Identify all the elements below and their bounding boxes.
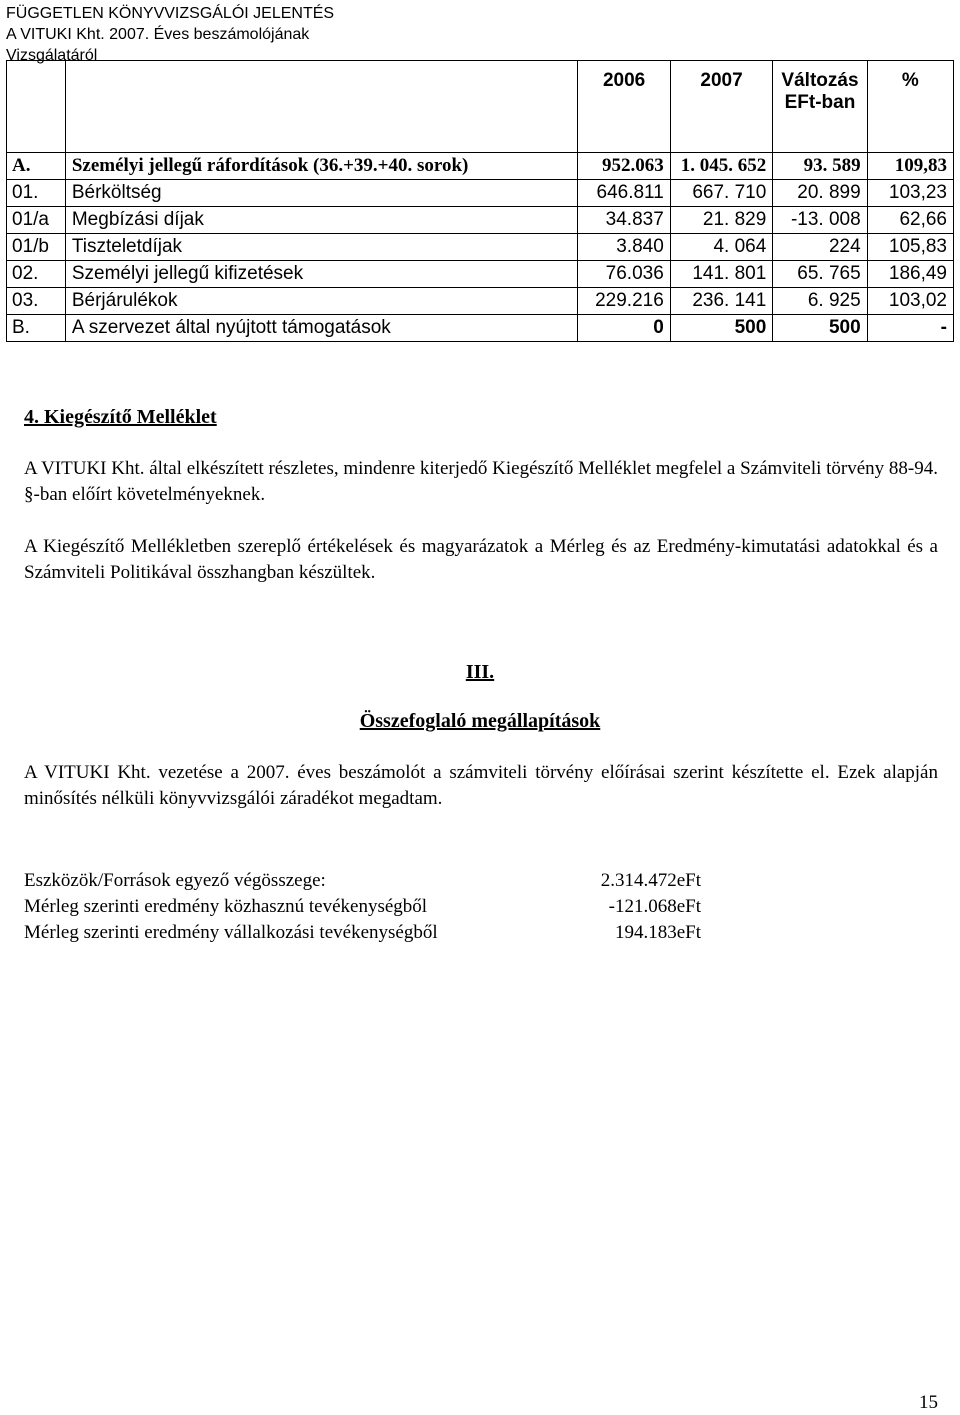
totals-row (24, 894, 701, 920)
table-row (7, 261, 954, 288)
row-2007: 500 (670, 315, 773, 342)
row-2006: 0 (578, 315, 670, 342)
row-name: Személyi jellegű ráfordítások (36.+39.+40. sorok) (65, 153, 578, 180)
row-percent: 103,02 (867, 288, 953, 315)
row-percent: 103,23 (867, 180, 953, 207)
table-row (7, 153, 954, 180)
col-percent: % (867, 61, 953, 153)
summary-paragraph: A VITUKI Kht. vezetése a 2007. éves beszámolót a számviteli törvény előírásai szerint készítette el. Ezek alapján minősítés nélküli könyvvizsgálói záradékot megadtam. (24, 762, 938, 809)
totals-value: -121.068eFt (608, 896, 701, 917)
row-2007: 21. 829 (670, 207, 773, 234)
section-title-supplement: 4. Kiegészítő Melléklet (24, 406, 217, 428)
totals-value: 2.314.472eFt (600, 870, 701, 891)
totals-value: 194.183eFt (614, 922, 701, 943)
supplement-paragraph-1: A VITUKI Kht. által elkészített részletes, mindenre kiterjedő Kiegészítő Melléklet megfelel a Számviteli törvény 88-94. §-ban előírt követelményeknek. (24, 458, 938, 505)
row-name: A szervezet által nyújtott támogatások (65, 315, 578, 342)
row-change: 93. 589 (773, 153, 867, 180)
totals-label: Eszközök/Források egyező végösszege: (24, 870, 326, 891)
table-row (7, 180, 954, 207)
chapter-number: III. (465, 661, 495, 683)
totals-label: Mérleg szerinti eredmény vállalkozási tevékenységből (24, 922, 438, 943)
row-code: B. (7, 315, 66, 342)
summary-title: Összefoglaló megállapítások (359, 710, 601, 732)
table-row (7, 207, 954, 234)
header-line-1: FÜGGETLEN KÖNYVVIZSGÁLÓI JELENTÉS (6, 5, 335, 22)
supplement-paragraph-2: A Kiegészítő Mellékletben szereplő értékelések és magyarázatok a Mérleg és az Eredmény-kimutatási adatokkal és a Számviteli Politikával összhangban készültek. (24, 536, 938, 583)
row-code: 03. (7, 288, 66, 315)
totals-row (24, 920, 701, 946)
row-2006: 76.036 (578, 261, 670, 288)
row-name: Bérjárulékok (65, 288, 578, 315)
col-2007: 2007 (670, 61, 773, 153)
row-percent: 105,83 (867, 234, 953, 261)
header-line-2: A VITUKI Kht. 2007. Éves beszámolójának (6, 26, 310, 43)
totals-label: Mérleg szerinti eredmény közhasznú tevékenységből (24, 896, 428, 917)
row-name: Megbízási díjak (65, 207, 578, 234)
row-percent: 186,49 (867, 261, 953, 288)
row-percent: 109,83 (867, 153, 953, 180)
row-2007: 4. 064 (670, 234, 773, 261)
row-2006: 3.840 (578, 234, 670, 261)
row-code: 01/b (7, 234, 66, 261)
row-2007: 667. 710 (670, 180, 773, 207)
row-2006: 646.811 (578, 180, 670, 207)
col-change: Változás EFt-ban (773, 61, 867, 153)
row-change: -13. 008 (773, 207, 867, 234)
personnel-costs-table (6, 60, 954, 342)
row-code: 02. (7, 261, 66, 288)
row-change: 20. 899 (773, 180, 867, 207)
row-2006: 34.837 (578, 207, 670, 234)
totals-list (24, 868, 701, 946)
row-change: 500 (773, 315, 867, 342)
header-line-3: Vizsgálatáról (6, 47, 98, 64)
row-name: Személyi jellegű kifizetések (65, 261, 578, 288)
row-change: 224 (773, 234, 867, 261)
table-row (7, 234, 954, 261)
page-number: 15 (919, 1392, 938, 1413)
row-percent: 62,66 (867, 207, 953, 234)
report-header (6, 3, 334, 66)
table-header-row (7, 61, 954, 153)
row-2007: 1. 045. 652 (670, 153, 773, 180)
col-2006: 2006 (578, 61, 670, 153)
row-change: 65. 765 (773, 261, 867, 288)
row-percent: - (867, 315, 953, 342)
row-2006: 952.063 (578, 153, 670, 180)
row-code: 01. (7, 180, 66, 207)
row-name: Tiszteletdíjak (65, 234, 578, 261)
row-2006: 229.216 (578, 288, 670, 315)
table-row (7, 288, 954, 315)
table-row (7, 315, 954, 342)
row-name: Bérköltség (65, 180, 578, 207)
row-2007: 236. 141 (670, 288, 773, 315)
row-code: A. (7, 153, 66, 180)
row-code: 01/a (7, 207, 66, 234)
row-change: 6. 925 (773, 288, 867, 315)
totals-row (24, 868, 701, 894)
row-2007: 141. 801 (670, 261, 773, 288)
